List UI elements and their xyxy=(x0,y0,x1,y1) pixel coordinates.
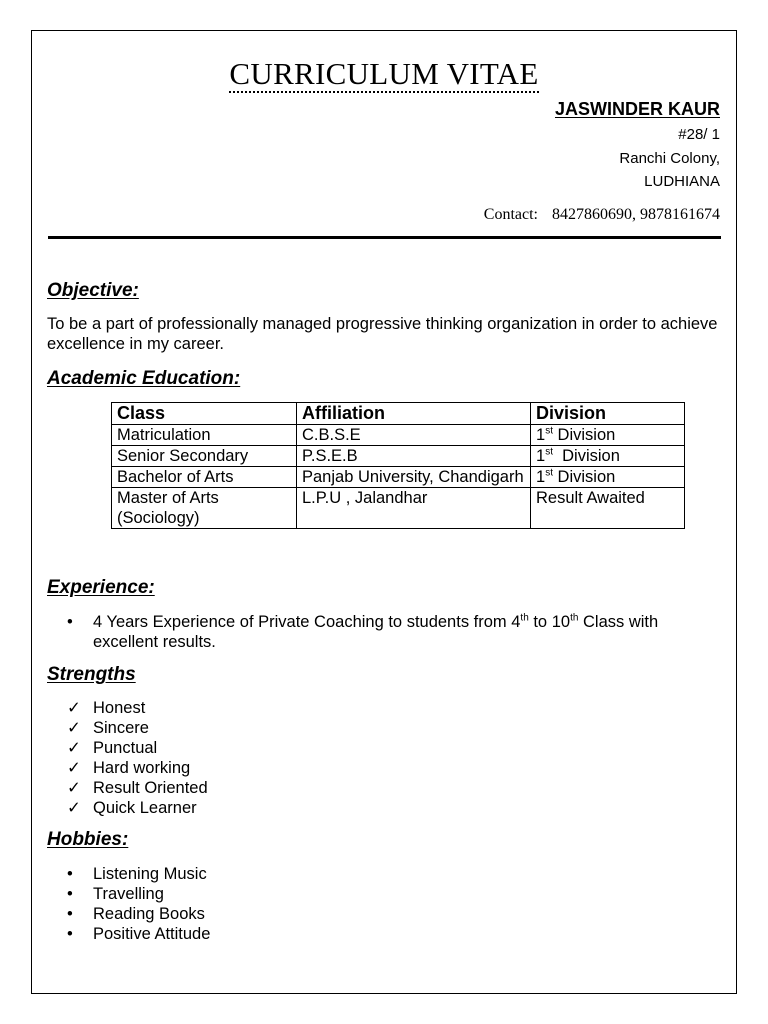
contact-line xyxy=(484,206,720,224)
contact-numbers: 8427860690, 9878161674 xyxy=(552,206,720,223)
strengths-list xyxy=(47,698,208,818)
bullet-icon: • xyxy=(67,613,73,631)
experience-text: 4 Years Experience of Private Coaching to students from 4th to 10th Class with excellent results. xyxy=(93,612,659,651)
cell-affiliation: L.P.U , Jalandhar xyxy=(297,488,531,529)
list-item: • Listening Music xyxy=(67,865,207,883)
education-heading: Academic Education: xyxy=(47,368,241,389)
list-item: • Reading Books xyxy=(67,905,205,923)
list-item: ✓ Honest xyxy=(67,699,146,717)
table-header-row xyxy=(112,403,685,425)
checkmark-icon: ✓ xyxy=(67,739,81,757)
objective-heading: Objective: xyxy=(47,280,139,301)
list-item: ✓ Hard working xyxy=(67,759,191,777)
table-row xyxy=(112,446,685,467)
address-line-1: #28/ 1 xyxy=(678,126,720,143)
cell-division: Result Awaited xyxy=(531,488,685,529)
cell-class: Senior Secondary xyxy=(112,446,297,467)
bullet-icon: • xyxy=(67,865,73,883)
cell-affiliation: Panjab University, Chandigarh xyxy=(297,467,531,488)
table-row xyxy=(112,425,685,446)
checkmark-icon: ✓ xyxy=(67,719,81,737)
experience-heading: Experience: xyxy=(47,577,155,598)
document-title: CURRICULUM VITAE xyxy=(229,56,539,91)
cell-class: Master of Arts (Sociology) xyxy=(112,488,297,529)
cell-division: 1st Division xyxy=(531,467,685,488)
checkmark-icon: ✓ xyxy=(67,699,81,717)
cell-division: 1st Division xyxy=(531,425,685,446)
cell-affiliation: C.B.S.E xyxy=(297,425,531,446)
column-header-division: Division xyxy=(531,403,685,425)
hobbies-list xyxy=(47,864,210,944)
list-item: • Travelling xyxy=(67,885,164,903)
table-row xyxy=(112,488,685,529)
list-item: ✓ Punctual xyxy=(67,739,158,757)
column-header-affiliation: Affiliation xyxy=(297,403,531,425)
cell-class: Bachelor of Arts xyxy=(112,467,297,488)
bullet-icon: • xyxy=(67,905,73,923)
candidate-name: JASWINDER KAUR xyxy=(554,99,720,119)
list-item: ✓ Sincere xyxy=(67,719,149,737)
checkmark-icon: ✓ xyxy=(67,759,81,777)
address-line-2: Ranchi Colony, xyxy=(619,150,720,167)
table-row xyxy=(112,467,685,488)
education-table xyxy=(111,402,685,529)
bullet-icon: • xyxy=(67,925,73,943)
list-item: ✓ Quick Learner xyxy=(67,799,197,817)
cell-affiliation: P.S.E.B xyxy=(297,446,531,467)
contact-label: Contact: xyxy=(483,206,538,223)
header-divider xyxy=(48,236,721,239)
hobbies-heading: Hobbies: xyxy=(47,829,129,850)
cell-class: Matriculation xyxy=(112,425,297,446)
cell-division: 1st Division xyxy=(531,446,685,467)
address-line-3: LUDHIANA xyxy=(644,173,720,190)
list-item: ✓ Result Oriented xyxy=(67,779,208,797)
column-header-class: Class xyxy=(112,403,297,425)
checkmark-icon: ✓ xyxy=(67,779,81,797)
checkmark-icon: ✓ xyxy=(67,799,81,817)
list-item: • Positive Attitude xyxy=(67,925,211,943)
experience-item xyxy=(47,612,727,652)
objective-text: To be a part of professionally managed progressive thinking organization in order to achieve excellence in my career. xyxy=(47,315,718,353)
strengths-heading: Strengths xyxy=(47,664,136,685)
bullet-icon: • xyxy=(67,885,73,903)
